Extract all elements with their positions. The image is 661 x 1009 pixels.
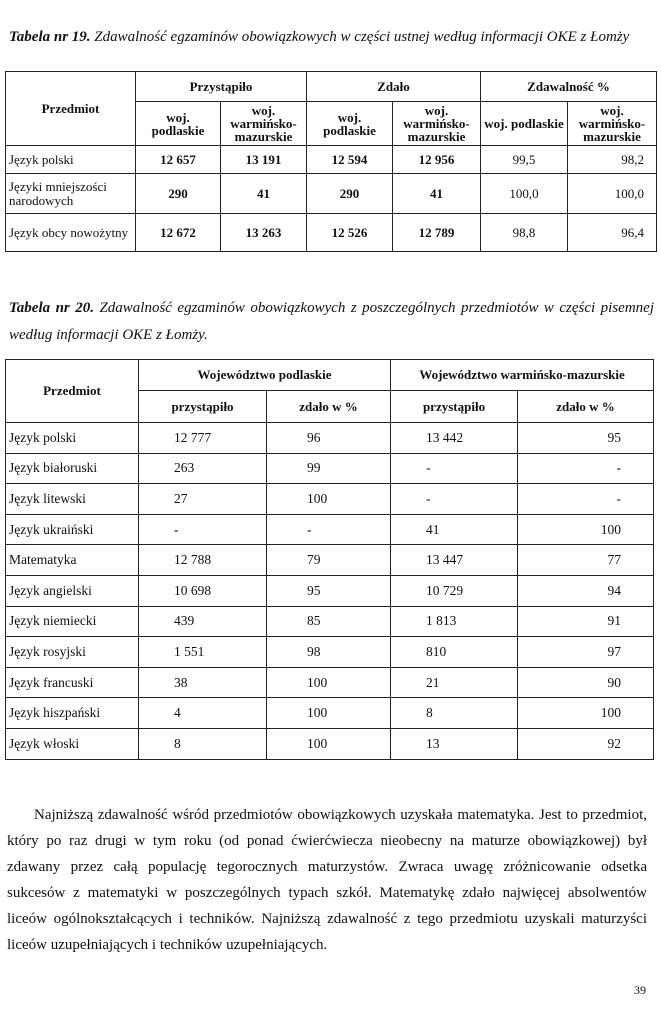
row-subject: Język litewski [6, 484, 139, 515]
cell-value: 439 [139, 606, 267, 637]
cell-value: - [139, 514, 267, 545]
table-row [6, 606, 654, 637]
cell-value: 12 788 [139, 545, 267, 576]
table-row [6, 667, 654, 698]
header-subject: Przedmiot [6, 72, 136, 146]
row-subject: Język obcy nowożytny [6, 214, 136, 252]
cell-value: 263 [139, 453, 267, 484]
cell-value: 77 [518, 545, 654, 576]
table-row [6, 484, 654, 515]
subheader-zdalo-procent: zdało w % [518, 391, 654, 423]
cell-value: 21 [391, 667, 518, 698]
table-19-caption [9, 27, 654, 48]
cell-value: 100 [267, 698, 391, 729]
cell-value: 12 657 [136, 146, 221, 174]
header-group-zdawalnosc: Zdawalność % [481, 72, 657, 102]
subheader-woj-wm: woj. warmińsko-mazurskie [221, 102, 307, 146]
subheader-przystapilo: przystąpiło [391, 391, 518, 423]
row-subject: Języki mniejszości narodowych [6, 174, 136, 214]
cell-value: 100 [267, 667, 391, 698]
header-group-warminsko-mazurskie: Województwo warmińsko-mazurskie [391, 360, 654, 391]
cell-value: 12 777 [139, 423, 267, 454]
cell-value: 290 [307, 174, 393, 214]
cell-value: 100 [518, 514, 654, 545]
cell-value: 99 [267, 453, 391, 484]
subheader-woj-wm: woj. warmińsko-mazurskie [393, 102, 481, 146]
table-row [6, 575, 654, 606]
row-subject: Język polski [6, 423, 139, 454]
table-row [6, 174, 657, 214]
cell-value: 79 [267, 545, 391, 576]
cell-value: 38 [139, 667, 267, 698]
cell-value: 98 [267, 637, 391, 668]
cell-value: 96 [267, 423, 391, 454]
cell-value: 8 [391, 698, 518, 729]
cell-value: - [518, 453, 654, 484]
row-subject: Język angielski [6, 575, 139, 606]
header-subject: Przedmiot [6, 360, 139, 423]
cell-value: 90 [518, 667, 654, 698]
cell-value: - [391, 484, 518, 515]
cell-value: 13 447 [391, 545, 518, 576]
cell-value: 27 [139, 484, 267, 515]
cell-value: 95 [518, 423, 654, 454]
subheader-woj-podlaskie: woj. podlaskie [307, 102, 393, 146]
cell-value: 1 551 [139, 637, 267, 668]
cell-value: 41 [393, 174, 481, 214]
cell-value: - [518, 484, 654, 515]
cell-value: 12 594 [307, 146, 393, 174]
cell-value: - [267, 514, 391, 545]
cell-value: 96,4 [568, 214, 657, 252]
header-group-przystapilo: Przystąpiło [136, 72, 307, 102]
row-subject: Język polski [6, 146, 136, 174]
row-subject: Język rosyjski [6, 637, 139, 668]
cell-value: 8 [139, 728, 267, 759]
body-paragraph: Najniższą zdawalność wśród przedmiotów obowiązkowych uzyskała matematyka. Jest to przedmiot, który po raz drugi w tym roku (od ponad ćwierćwiecza nieobecny na maturze obowiązkowej) był zdawany przez całą populację tegorocznych maturzystów. Zwraca uwagę zróżnicowanie odsetka sukcesów z matematyki w poszczególnych typach szkół. Matematykę zdało najwięcej absolwentów liceów ogólnokształcących i techników. Najniższą zdawalność z tego przedmiotu uzyskali maturzyści liceów uzupełniających i techników uzupełniających. [7, 807, 647, 953]
table-row [6, 146, 657, 174]
cell-value: 100 [267, 728, 391, 759]
cell-value: 100,0 [568, 174, 657, 214]
cell-value: 13 263 [221, 214, 307, 252]
row-subject: Matematyka [6, 545, 139, 576]
table-20-caption-number: Tabela nr 20. [9, 300, 94, 316]
header-group-zdalo: Zdało [307, 72, 481, 102]
cell-value: 98,2 [568, 146, 657, 174]
cell-value: 12 672 [136, 214, 221, 252]
table-row [6, 423, 654, 454]
subheader-woj-podlaskie: woj. podlaskie [136, 102, 221, 146]
table-19-caption-text: Zdawalność egzaminów obowiązkowych w części ustnej według informacji OKE z Łomży [94, 29, 630, 45]
table-row [6, 214, 657, 252]
cell-value: 10 729 [391, 575, 518, 606]
page-number: 39 [634, 983, 646, 997]
cell-value: 98,8 [481, 214, 568, 252]
cell-value: 41 [221, 174, 307, 214]
cell-value: 12 526 [307, 214, 393, 252]
table-20 [5, 359, 654, 760]
cell-value: 100 [267, 484, 391, 515]
cell-value: 13 442 [391, 423, 518, 454]
table-row [6, 514, 654, 545]
cell-value: 12 789 [393, 214, 481, 252]
row-subject: Język włoski [6, 728, 139, 759]
row-subject: Język ukraiński [6, 514, 139, 545]
table-20-caption-text: Zdawalność egzaminów obowiązkowych z poszczególnych przedmiotów w części pisemnej według informacji OKE z Łomży. [9, 300, 654, 343]
table-row [6, 453, 654, 484]
subheader-przystapilo: przystąpiło [139, 391, 267, 423]
header-group-podlaskie: Województwo podlaskie [139, 360, 391, 391]
table-row [6, 545, 654, 576]
table-row [6, 637, 654, 668]
row-subject: Język hiszpański [6, 698, 139, 729]
cell-value: 12 956 [393, 146, 481, 174]
cell-value: 97 [518, 637, 654, 668]
row-subject: Język niemiecki [6, 606, 139, 637]
row-subject: Język francuski [6, 667, 139, 698]
cell-value: - [391, 453, 518, 484]
cell-value: 290 [136, 174, 221, 214]
table-row [6, 698, 654, 729]
cell-value: 4 [139, 698, 267, 729]
cell-value: 13 191 [221, 146, 307, 174]
cell-value: 99,5 [481, 146, 568, 174]
cell-value: 94 [518, 575, 654, 606]
cell-value: 1 813 [391, 606, 518, 637]
cell-value: 10 698 [139, 575, 267, 606]
cell-value: 85 [267, 606, 391, 637]
row-subject: Język białoruski [6, 453, 139, 484]
cell-value: 91 [518, 606, 654, 637]
cell-value: 41 [391, 514, 518, 545]
cell-value: 95 [267, 575, 391, 606]
table-19-caption-number: Tabela nr 19. [9, 29, 91, 45]
subheader-woj-podlaskie: woj. podlaskie [481, 102, 568, 146]
cell-value: 100,0 [481, 174, 568, 214]
table-19 [5, 71, 657, 252]
cell-value: 92 [518, 728, 654, 759]
cell-value: 13 [391, 728, 518, 759]
subheader-zdalo-procent: zdało w % [267, 391, 391, 423]
subheader-woj-wm: woj. warmińsko-mazurskie [568, 102, 657, 146]
cell-value: 810 [391, 637, 518, 668]
table-row [6, 728, 654, 759]
table-20-caption [9, 295, 654, 349]
cell-value: 100 [518, 698, 654, 729]
